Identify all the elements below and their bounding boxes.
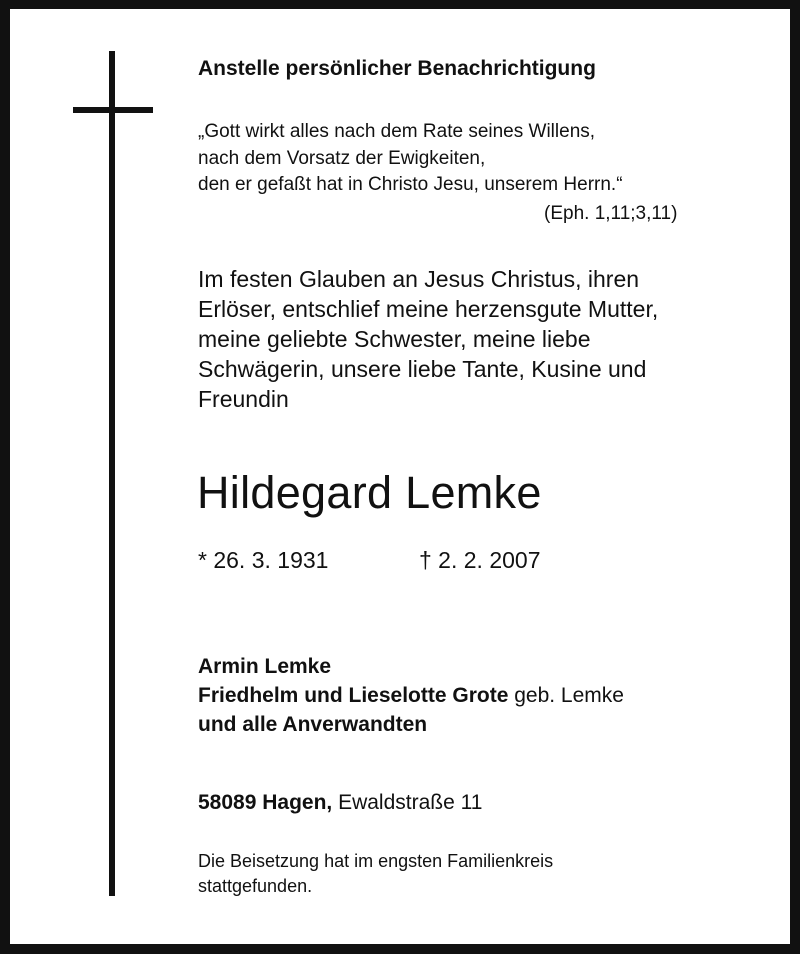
announcement-line: Freundin <box>198 386 289 412</box>
verse-line: nach dem Vorsatz der Ewigkeiten, <box>198 147 486 169</box>
birth-date: * 26. 3. 1931 <box>198 547 329 573</box>
announcement-line: Schwägerin, unsere liebe Tante, Kusine und <box>198 356 647 382</box>
mourner-line <box>198 652 624 681</box>
deceased-name: Hildegard Lemke <box>197 467 542 518</box>
announcement-line: Erlöser, entschlief meine herzensgute Mutter, <box>198 296 659 322</box>
maiden-name-note: geb. Lemke <box>508 684 624 707</box>
verse-line: den er gefaßt hat in Christo Jesu, unserem Herrn.“ <box>198 174 623 195</box>
mourner-relatives: und alle Anverwandten <box>198 713 428 736</box>
mourners-list <box>198 652 624 739</box>
cross-horizontal-bar <box>73 107 153 113</box>
announcement-text <box>198 264 658 414</box>
notice-line: Die Beisetzung hat im engsten Familienkreis <box>198 851 554 871</box>
address-city: 58089 Hagen, <box>198 791 333 814</box>
mourner-line <box>198 681 624 710</box>
verse-reference: (Eph. 1,11;3,11) <box>544 203 678 224</box>
death-date: † 2. 2. 2007 <box>419 547 541 573</box>
cross-vertical-bar <box>109 51 115 896</box>
bible-verse <box>198 119 623 199</box>
heading: Anstelle persönlicher Benachrichtigung <box>198 57 596 80</box>
mourner-name: Friedhelm und Lieselotte Grote <box>198 684 509 707</box>
burial-notice <box>198 849 553 899</box>
announcement-line: meine geliebte Schwester, meine liebe <box>198 326 591 352</box>
address <box>198 789 482 817</box>
announcement-line: Im festen Glauben an Jesus Christus, ihren <box>198 266 640 292</box>
notice-line: stattgefunden. <box>198 876 313 896</box>
verse-line: „Gott wirkt alles nach dem Rate seines Willens, <box>198 121 596 142</box>
mourner-name: Armin Lemke <box>198 655 332 678</box>
mourner-line <box>198 710 624 739</box>
address-street: Ewaldstraße 11 <box>332 791 483 814</box>
